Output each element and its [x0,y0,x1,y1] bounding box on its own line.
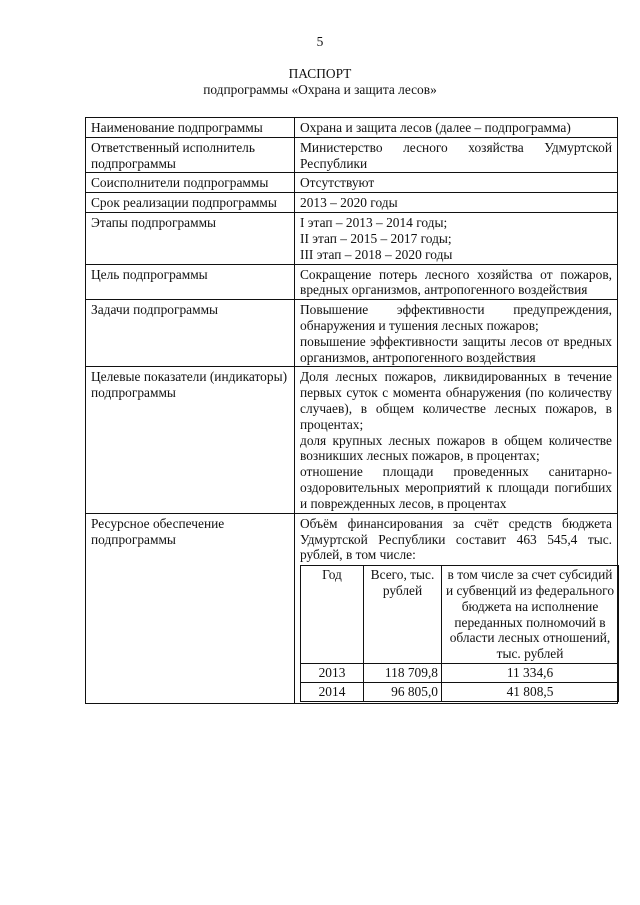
indicator-paragraph: отношение площади проведенных санитарно-оздоровительных мероприятий к площади погибших и поврежденных лесов, в процентах [300,464,612,511]
table-row [86,137,618,173]
table-row [86,193,618,213]
cell-total: 118 709,8 [364,664,442,683]
row-value: Отсутствуют [295,173,618,193]
table-row [86,300,618,367]
row-value [295,513,618,703]
column-header-federal: в том числе за счет субсидий и субвенций из федерального бюджета на исполнение переданных полномочий в области лесных отношений, тыс. рублей [442,566,619,664]
stage-line: I этап – 2013 – 2014 годы; [300,215,448,231]
cell-year: 2014 [301,682,364,701]
row-label: Задачи подпрограммы [86,300,295,367]
table-row [86,173,618,193]
row-value [295,300,618,367]
row-label: Наименование подпрограммы [86,118,295,138]
funding-text: Объём финансирования за счёт средств бюджета Удмуртской Республики составит 463 545,4 тыс. рублей, в том числе: [300,515,612,563]
row-label: Ответственный исполнитель подпрограммы [86,137,295,173]
row-value: Министерство лесного хозяйства Удмуртской Республики [295,137,618,173]
passport-table [85,117,618,704]
page-title: ПАСПОРТ [288,66,352,81]
funding-row [301,682,619,701]
row-value: Охрана и защита лесов (далее – подпрограмма) [295,118,618,138]
row-label: Соисполнители подпрограммы [86,173,295,193]
row-label: Этапы подпрограммы [86,213,295,264]
funding-table [300,565,619,702]
table-row [86,367,618,513]
table-row [86,264,618,300]
row-value [295,367,618,513]
row-label: Ресурсное обеспечение подпрограммы [86,513,295,703]
task-paragraph: повышение эффективности защиты лесов от вредных организмов, антропогенного воздействия [300,333,612,365]
row-label: Срок реализации подпрограммы [86,193,295,213]
row-label: Цель подпрограммы [86,264,295,300]
cell-federal: 41 808,5 [442,682,619,701]
stage-line: II этап – 2015 – 2017 годы; [300,230,452,246]
task-paragraph: Повышение эффективности предупреждения, обнаружения и тушения лесных пожаров; [300,302,612,333]
row-value [295,213,618,264]
cell-federal: 11 334,6 [442,664,619,683]
table-row [86,213,618,264]
row-label: Целевые показатели (индикаторы) подпрограммы [86,367,295,513]
funding-header-row [301,566,619,664]
column-header-total: Всего, тыс. рублей [364,566,442,664]
cell-year: 2013 [301,664,364,683]
funding-row [301,664,619,683]
page-number: 5 [316,34,324,49]
row-value: Сокращение потерь лесного хозяйства от пожаров, вредных организмов, антропогенного воздействия [295,264,618,300]
table-row [86,118,618,138]
table-row [86,513,618,703]
cell-total: 96 805,0 [364,682,442,701]
page-subtitle: подпрограммы «Охрана и защита лесов» [203,82,437,97]
row-value: 2013 – 2020 годы [295,193,618,213]
indicator-paragraph: Доля лесных пожаров, ликвидированных в течение первых суток с момента обнаружения (по количеству случаев), в общем количестве лесных пожаров, в процентах; [300,369,612,432]
stage-line: III этап – 2018 – 2020 годы [300,246,453,262]
indicator-paragraph: доля крупных лесных пожаров в общем количестве возникших лесных пожаров, в процентах; [300,432,612,464]
column-header-year: Год [301,566,364,664]
